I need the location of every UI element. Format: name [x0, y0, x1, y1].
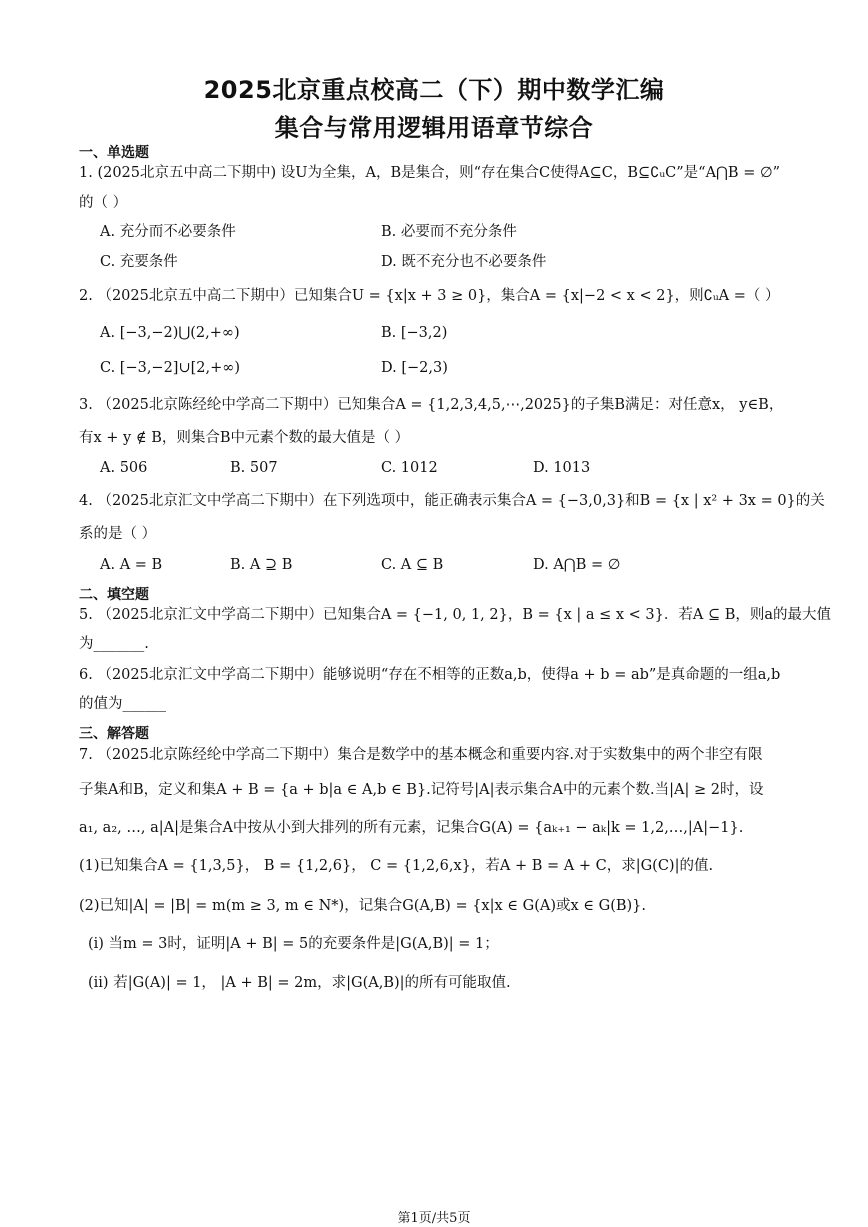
page-subtitle: 集合与常用逻辑用语章节综合 — [274, 114, 594, 142]
question-7-part1: (1)已知集合A = {1,3,5}， B = {1,2,6}， C = {1,2,6,x}，若A + B = A + C，求|G(C)|的值. — [79, 858, 714, 874]
question-3-option-d: D. 1013 — [533, 460, 591, 476]
question-4-stem-line1: 4. （2025北京汇文中学高二下期中）在下列选项中，能正确表示集合A = {−3,0,3}和B = {x | x² + 3x = 0}的关 — [79, 493, 825, 509]
question-5-stem-line2: 为_______. — [79, 636, 149, 652]
question-7-line1: 7. （2025北京陈经纶中学高二下期中）集合是数学中的基本概念和重要内容.对于实数集中的两个非空有限 — [79, 747, 763, 763]
question-7-part2: (2)已知|A| = |B| = m(m ≥ 3, m ∈ N*)，记集合G(A,B) = {x|x ∈ G(A)或x ∈ G(B)}. — [79, 898, 647, 914]
question-4-option-b: B. A ⊇ B — [230, 557, 293, 573]
question-1-option-a: A. 充分而不必要条件 — [100, 224, 236, 240]
question-6-stem-line1: 6. （2025北京汇文中学高二下期中）能够说明“存在不相等的正数a,b，使得a + b = ab”是真命题的一组a,b — [79, 667, 781, 683]
question-7-part2-i: (i) 当m = 3时，证明|A + B| = 5的充要条件是|G(A,B)| = 1； — [88, 936, 499, 952]
question-7-line2: 子集A和B，定义和集A + B = {a + b|a ∈ A,b ∈ B}.记符号|A|表示集合A中的元素个数.当|A| ≥ 2时，设 — [79, 782, 764, 798]
section-heading-solution: 三、解答题 — [79, 726, 149, 742]
question-4-option-c: C. A ⊆ B — [381, 557, 444, 573]
question-1-stem-line2: 的（ ） — [79, 195, 128, 211]
page-title: 2025北京重点校高二（下）期中数学汇编 — [203, 76, 665, 104]
question-4-option-a: A. A = B — [100, 557, 163, 573]
question-4-option-d: D. A⋂B = ∅ — [533, 557, 621, 573]
question-7-line3: a₁, a₂, …, a|A|是集合A中按从小到大排列的所有元素，记集合G(A) = {aₖ₊₁ − aₖ|k = 1,2,…,|A|−1}. — [79, 820, 744, 836]
question-2-option-a: A. [−3,−2)⋃(2,+∞) — [100, 325, 240, 341]
question-1-option-b: B. 必要而不充分条件 — [381, 224, 517, 240]
question-2-stem: 2. （2025北京五中高二下期中）已知集合U = {x|x + 3 ≥ 0}，集合A = {x|−2 < x < 2}，则∁ᵤA =（ ） — [79, 288, 780, 304]
question-1-option-c: C. 充要条件 — [100, 254, 178, 270]
question-7-part2-ii: (ii) 若|G(A)| = 1， |A + B| = 2m，求|G(A,B)|的所有可能取值. — [88, 975, 511, 991]
question-1-stem-line1: 1. (2025北京五中高二下期中) 设U为全集，A，B是集合，则“存在集合C使得A⊆C，B⊆∁ᵤC”是“A⋂B = ∅” — [79, 165, 781, 181]
question-3-stem-line2: 有x + y ∉ B，则集合B中元素个数的最大值是（ ） — [79, 430, 410, 446]
question-3-option-c: C. 1012 — [381, 460, 438, 476]
question-3-stem-line1: 3. （2025北京陈经纶中学高二下期中）已知集合A = {1,2,3,4,5,⋯,2025}的子集B满足：对任意x， y∈B， — [79, 397, 784, 413]
section-heading-fill-in: 二、填空题 — [79, 587, 149, 603]
question-2-option-b: B. [−3,2) — [381, 325, 448, 341]
page-number: 第1页/共5页 — [397, 1211, 471, 1226]
question-2-option-d: D. [−2,3) — [381, 360, 448, 376]
question-6-stem-line2: 的值为______ — [79, 696, 166, 712]
question-1-option-d: D. 既不充分也不必要条件 — [381, 254, 547, 270]
question-4-stem-line2: 系的是（ ） — [79, 526, 157, 542]
question-3-option-a: A. 506 — [100, 460, 148, 476]
question-3-option-b: B. 507 — [230, 460, 278, 476]
question-2-option-c: C. [−3,−2]∪[2,+∞) — [100, 360, 240, 376]
question-5-stem-line1: 5. （2025北京汇文中学高二下期中）已知集合A = {−1, 0, 1, 2}，B = {x | a ≤ x < 3}．若A ⊆ B，则a的最大值 — [79, 607, 832, 623]
section-heading-single-choice: 一、单选题 — [79, 145, 149, 161]
